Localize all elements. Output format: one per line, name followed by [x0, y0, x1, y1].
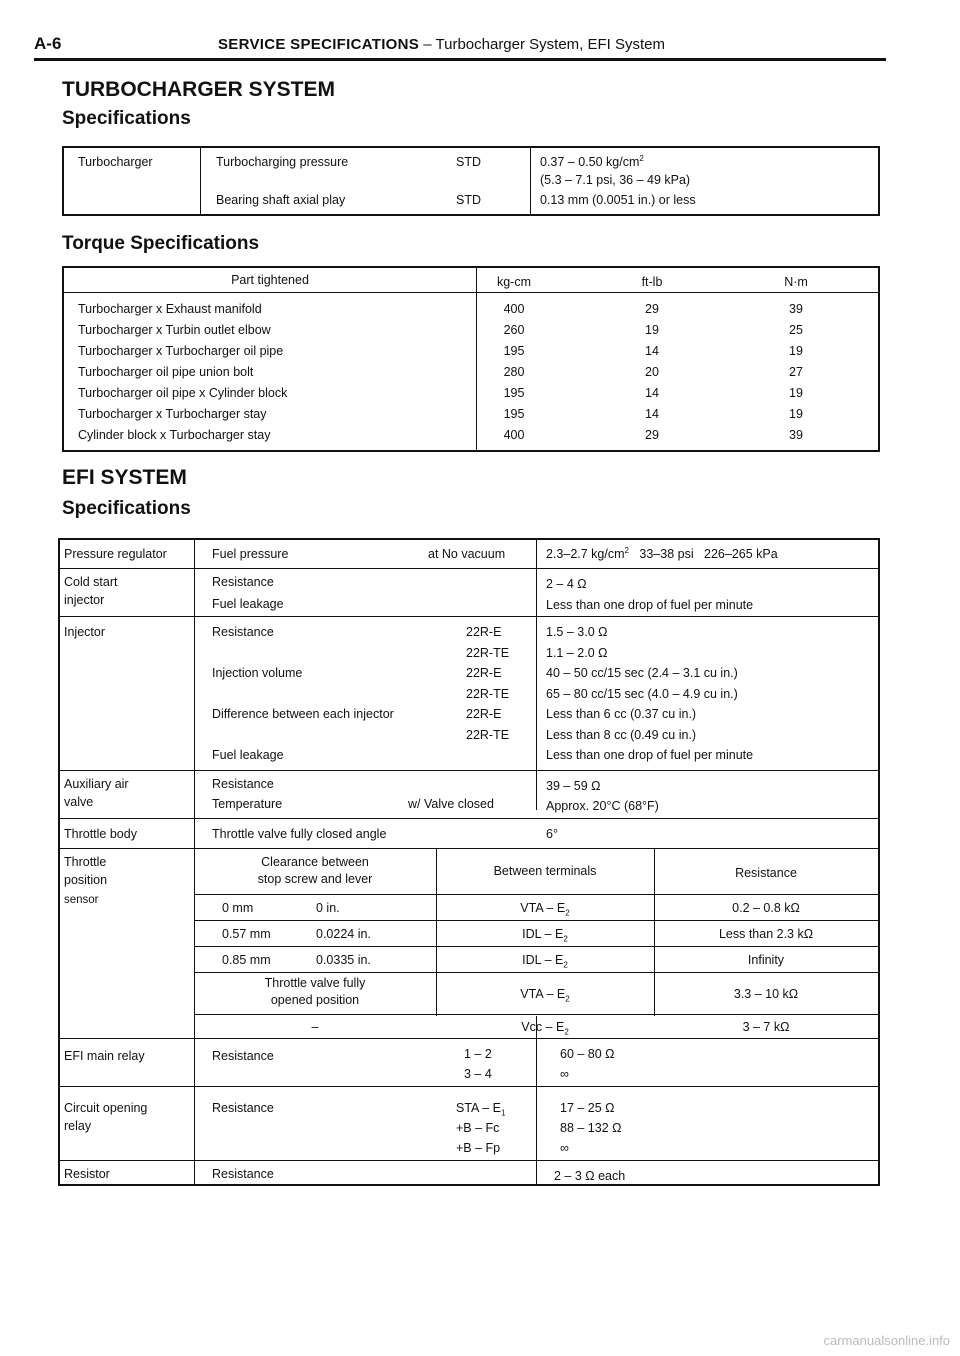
torque-value: 280	[503, 365, 525, 379]
tps-clearance-mm: 0 mm	[222, 901, 254, 915]
item-condition: w/ Valve closed	[408, 797, 494, 811]
tps-clearance-in: 0.0224 in.	[316, 927, 371, 941]
torque-value: 39	[789, 428, 803, 442]
component-injector: Injector	[64, 625, 105, 639]
value-cell: 2.3–2.7 $kg/cm^2$ 33–38 psi 226–265 kPa	[546, 545, 778, 561]
torque-value: 25	[789, 323, 803, 337]
component-resistor: Resistor	[64, 1167, 110, 1181]
spec-cond: STD	[456, 193, 481, 207]
tps-clearance-mm: 0.57 mm	[222, 927, 271, 941]
component-pressure-regulator: Pressure regulator	[64, 547, 167, 561]
torque-header-part: Part tightened	[231, 273, 309, 287]
torque-value: 14	[645, 344, 659, 358]
torque-value: 27	[789, 365, 803, 379]
terminal-label: 1 – 2	[464, 1047, 492, 1061]
tps-clearance: Throttle valve fully	[264, 976, 366, 990]
torque-value: 260	[503, 323, 525, 337]
torque-value: 19	[645, 323, 659, 337]
terminal-label: +B – Fp	[456, 1141, 501, 1155]
efi-spec-table	[58, 538, 880, 1186]
torque-part: Turbocharger x Exhaust manifold	[78, 302, 262, 316]
value-cell: Less than 6 cc (0.37 cu in.)	[546, 707, 697, 721]
tps-clearance: opened position	[270, 993, 360, 1007]
engine-label: 22R-E	[466, 625, 502, 639]
tps-terminals: IDL – $E_2$	[522, 927, 568, 944]
torque-part: Turbocharger oil pipe union bolt	[78, 365, 254, 379]
value-cell: 1.5 – 3.0 Ω	[546, 625, 608, 639]
spec-cond: STD	[456, 155, 481, 169]
tps-header-resistance: Resistance	[735, 866, 797, 880]
value-cell: Less than one drop of fuel per minute	[546, 598, 754, 612]
torque-value: 20	[645, 365, 659, 379]
torque-value: 195	[503, 344, 525, 358]
component-throttle-body: Throttle body	[64, 827, 137, 841]
tps-terminals: IDL – $E_2$	[522, 953, 568, 970]
torque-value: 19	[789, 386, 803, 400]
tps-header-clearance: stop screw and lever	[257, 872, 373, 886]
component-tps: Throttle	[64, 855, 107, 869]
torque-value: 195	[503, 407, 525, 421]
spec-value: 0.37 – 0.50 $kg/cm^2$	[540, 153, 644, 169]
torque-part: Cylinder block x Turbocharger stay	[78, 428, 271, 442]
spec-value: (5.3 – 7.1 psi, 36 – 49 kPa)	[540, 173, 691, 187]
torque-value: 14	[645, 386, 659, 400]
tps-clearance: –	[311, 1020, 319, 1034]
engine-label: 22R-E	[466, 707, 502, 721]
value-cell: Approx. 20°C (68°F)	[546, 799, 659, 813]
value-cell: 17 – 25 Ω	[560, 1101, 615, 1115]
spec-item: Bearing shaft axial play	[216, 193, 346, 207]
header-rule	[34, 58, 886, 61]
engine-label: 22R-TE	[466, 686, 510, 701]
item-label: Difference between each injector	[212, 707, 394, 721]
value-cell: Less than one drop of fuel per minute	[546, 748, 754, 762]
spec-item: Turbocharging pressure	[216, 155, 349, 169]
torque-part: Turbocharger oil pipe x Cylinder block	[78, 386, 288, 400]
value-cell: 2 – 4 Ω	[546, 577, 587, 591]
tps-resistance: 3.3 – 10 kΩ	[733, 987, 799, 1001]
tps-header-clearance: Clearance between	[261, 855, 369, 869]
torque-part: Turbocharger x Turbin outlet elbow	[78, 323, 271, 337]
tps-resistance: 3 – 7 kΩ	[742, 1020, 790, 1034]
component-circuit-relay: Circuit opening	[64, 1101, 148, 1115]
item-label: Resistance	[212, 625, 274, 639]
value-cell: 40 – 50 cc/15 sec (2.4 – 3.1 cu in.)	[546, 666, 738, 680]
page-title: SERVICE SPECIFICATIONS – Turbocharger System, EFI System	[218, 36, 666, 53]
tps-clearance-in: 0.0335 in.	[316, 953, 371, 967]
section-title-efi: EFI SYSTEM	[62, 466, 187, 489]
tps-resistance: 0.2 – 0.8 kΩ	[732, 901, 800, 915]
item-label: Temperature	[212, 797, 283, 811]
torque-value: 14	[645, 407, 659, 421]
tps-terminals: VTA – $E_2$	[520, 987, 570, 1004]
torque-table	[62, 266, 880, 452]
tps-clearance-in: 0 in.	[316, 901, 340, 915]
component-main-relay: EFI main relay	[64, 1049, 145, 1063]
item-label: Resistance	[212, 1049, 274, 1063]
torque-part: Turbocharger x Turbocharger stay	[78, 407, 267, 421]
component-label: relay	[64, 1119, 92, 1133]
spec-component: Turbocharger	[78, 155, 153, 169]
item-label: Fuel leakage	[212, 748, 284, 762]
value-cell: 60 – 80 Ω	[560, 1047, 615, 1061]
tps-terminals: Vcc – $E_2$	[521, 1020, 569, 1037]
value-cell: 39 – 59 Ω	[546, 779, 601, 793]
torque-value: 19	[789, 344, 803, 358]
torque-title: Torque Specifications	[62, 233, 260, 254]
torque-header-nm: N·m	[784, 275, 808, 289]
terminal-label: 3 – 4	[464, 1067, 492, 1081]
torque-value: 400	[503, 428, 525, 442]
component-label: position	[64, 873, 108, 887]
torque-value: 39	[789, 302, 803, 316]
engine-label: 22R-E	[466, 666, 502, 680]
engine-label: 22R-TE	[466, 727, 510, 742]
terminal-label: +B – Fc	[456, 1121, 500, 1135]
terminal-label: STA – $E_1$	[456, 1101, 506, 1118]
tps-clearance-mm: 0.85 mm	[222, 953, 271, 967]
item-label: Resistance	[212, 1101, 274, 1115]
tps-resistance: Infinity	[747, 953, 785, 967]
torque-value: 29	[645, 428, 659, 442]
torque-value: 19	[789, 407, 803, 421]
item-label: Injection volume	[212, 666, 303, 680]
page-number: A-6	[34, 34, 62, 53]
torque-header-kgcm: kg-cm	[496, 275, 532, 289]
component-cold-start: Cold start	[64, 575, 118, 589]
component-label: sensor	[64, 894, 99, 906]
item-label: Fuel leakage	[212, 597, 284, 611]
component-label: injector	[64, 593, 105, 607]
item-label: Resistance	[212, 1167, 274, 1181]
tps-resistance: Less than 2.3 kΩ	[718, 927, 814, 941]
item-label: Fuel pressure	[212, 547, 289, 561]
item-condition: at No vacuum	[428, 547, 506, 561]
item-label: Resistance	[212, 777, 274, 791]
torque-value: 195	[503, 386, 525, 400]
value-cell: ∞	[560, 1067, 569, 1081]
torque-value: 29	[645, 302, 659, 316]
component-aux-air: Auxiliary air	[64, 777, 129, 791]
torque-part: Turbocharger x Turbocharger oil pipe	[78, 344, 284, 358]
tps-header-terminals: Between terminals	[493, 864, 597, 878]
watermark: carmanualsonline.info	[823, 1333, 950, 1348]
value-cell: 2 – 3 Ω each	[554, 1169, 626, 1183]
torque-header-ftlb: ft-lb	[641, 275, 663, 289]
value-cell: 6°	[546, 827, 558, 841]
value-cell: 88 – 132 Ω	[560, 1121, 622, 1135]
turbo-spec-table	[62, 146, 880, 216]
tps-terminals: VTA – $E_2$	[520, 901, 570, 918]
value-cell: ∞	[560, 1141, 569, 1155]
value-cell: Less than 8 cc (0.49 cu in.)	[546, 727, 697, 742]
item-label: Throttle valve fully closed angle	[212, 827, 387, 841]
torque-value: 400	[503, 302, 525, 316]
section-title-turbo: TURBOCHARGER SYSTEM	[62, 78, 336, 101]
value-cell: 65 – 80 cc/15 sec (4.0 – 4.9 cu in.)	[546, 686, 738, 701]
turbo-spec-title: Specifications	[62, 108, 191, 129]
efi-spec-title: Specifications	[62, 498, 191, 519]
engine-label: 22R-TE	[466, 645, 510, 660]
item-label: Resistance	[212, 575, 274, 589]
value-cell: 1.1 – 2.0 Ω	[546, 645, 608, 660]
component-label: valve	[64, 795, 94, 809]
spec-value: 0.13 mm (0.0051 in.) or less	[540, 193, 696, 207]
